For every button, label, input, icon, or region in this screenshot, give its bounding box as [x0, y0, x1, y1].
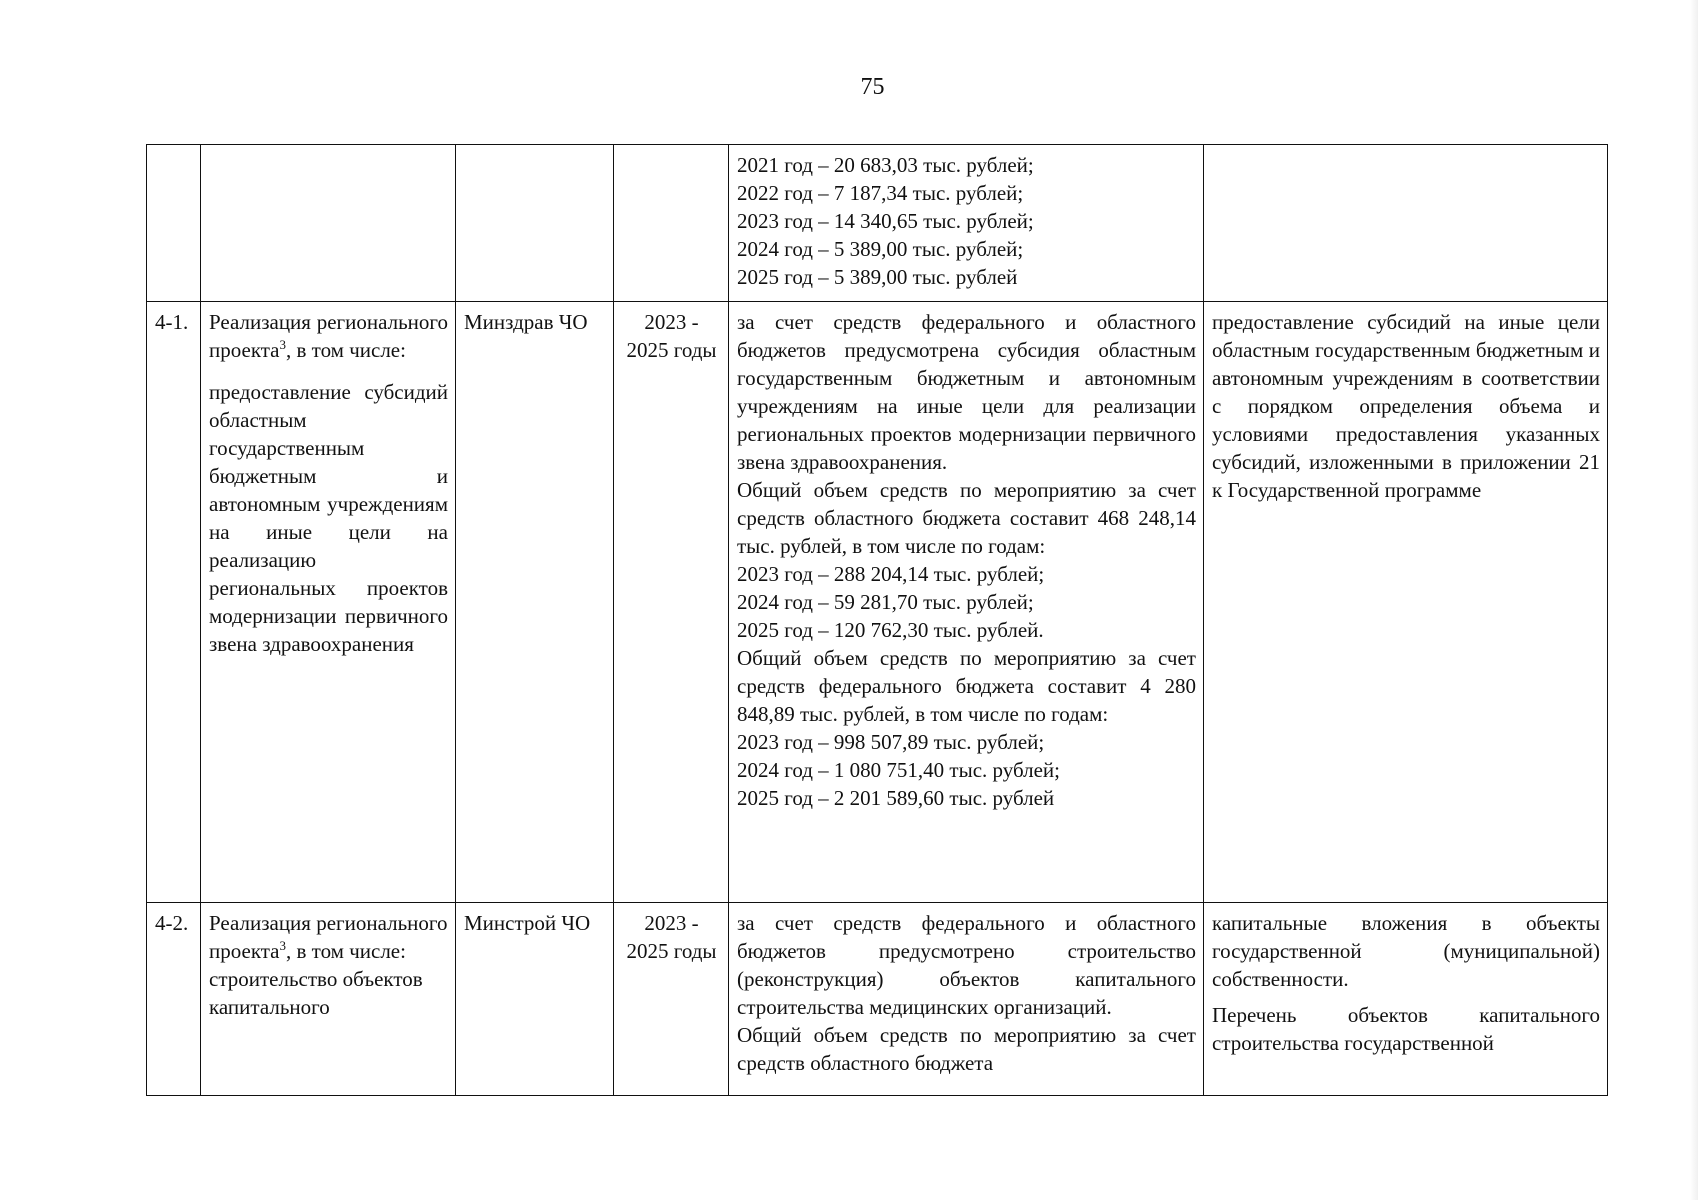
funding-year-line: 2024 год – 5 389,00 тыс. рублей;: [737, 237, 1024, 261]
executor-cell: Минздрав ЧО: [456, 302, 614, 903]
activity-title: [209, 308, 448, 364]
row-number-cell: 4-2.: [147, 903, 201, 1096]
footnote-mark: 3: [279, 337, 286, 352]
funding-cell: [729, 302, 1204, 903]
funding-intro: за счет средств федерального и областного бюджетов предусмотрено строительство (реконструкция) объектов капитального строительства медицинских организаций.: [737, 911, 1196, 1019]
funding-federal-total: Общий объем средств по мероприятию за счет средств федерального бюджета составит 4 280 848,89 тыс. рублей, в том числе по годам:: [737, 646, 1196, 726]
funding-year-line: 2022 год – 7 187,34 тыс. рублей;: [737, 181, 1024, 205]
funding-year-line: 2025 год – 120 762,30 тыс. рублей.: [737, 618, 1044, 642]
activity-name-cell: [201, 903, 456, 1096]
term-cell: [614, 145, 729, 302]
table-row: [147, 903, 1608, 1096]
row-number-cell: 4-1.: [147, 302, 201, 903]
activity-detail: предоставление субсидий областным государственным бюджетным и автономным учреждениям на иные цели на реализацию региональных проектов модернизации первичного звена здравоохранения: [209, 380, 448, 656]
mechanism-cell: [1204, 145, 1608, 302]
mechanism-extra: Перечень объектов капитального строительства государственной: [1212, 1003, 1600, 1055]
funding-year-line: 2025 год – 5 389,00 тыс. рублей: [737, 265, 1018, 289]
funding-year-line: 2023 год – 998 507,89 тыс. рублей;: [737, 730, 1045, 754]
funding-regional-total: Общий объем средств по мероприятию за счет средств областного бюджета составит 468 248,14 тыс. рублей, в том числе по годам:: [737, 478, 1196, 558]
activity-name-cell: [201, 145, 456, 302]
executor-cell: [456, 145, 614, 302]
funding-intro: за счет средств федерального и областного бюджетов предусмотрена субсидия областным государственным бюджетным и автономным учреждениям на иные цели для реализации региональных проектов модернизации первичного звена здравоохранения.: [737, 310, 1196, 474]
funding-year-line: 2024 год – 59 281,70 тыс. рублей;: [737, 590, 1034, 614]
footnote-mark: 3: [279, 938, 286, 953]
mechanism-cell: предоставление субсидий на иные цели областным государственным бюджетным и автономным учреждениям в соответствии с порядком определения объема и условиями предоставления указанных субсидий, изложенными в приложении 21 к Государственной программе: [1204, 302, 1608, 903]
program-activities-table: [146, 144, 1608, 1096]
page-number: 75: [860, 74, 885, 100]
activity-title-main: Реализация регионального проекта: [209, 911, 448, 963]
scan-edge: [1690, 0, 1698, 1200]
funding-cell: [729, 903, 1204, 1096]
activity-title-main: Реализация регионального проекта: [209, 310, 448, 362]
funding-year-line: 2021 год – 20 683,03 тыс. рублей;: [737, 153, 1034, 177]
activity-name-cell: [201, 302, 456, 903]
row-number-cell: [147, 145, 201, 302]
term-cell: 2023 - 2025 годы: [614, 903, 729, 1096]
funding-regional-total: Общий объем средств по мероприятию за счет средств областного бюджета: [737, 1023, 1196, 1075]
activity-title-tail: , в том числе:: [286, 338, 406, 362]
executor-cell: Минстрой ЧО: [456, 903, 614, 1096]
activity-title-tail: , в том числе: строительство объектов капитального: [209, 939, 423, 1019]
funding-year-line: 2023 год – 14 340,65 тыс. рублей;: [737, 209, 1034, 233]
funding-year-line: 2025 год – 2 201 589,60 тыс. рублей: [737, 786, 1055, 810]
term-cell: 2023 - 2025 годы: [614, 302, 729, 903]
mechanism-cell: [1204, 903, 1608, 1096]
table-row: [147, 145, 1608, 302]
table-row: [147, 302, 1608, 903]
funding-year-line: 2023 год – 288 204,14 тыс. рублей;: [737, 562, 1045, 586]
funding-year-line: 2024 год – 1 080 751,40 тыс. рублей;: [737, 758, 1061, 782]
activity-title: [209, 909, 448, 1021]
funding-cell: [729, 145, 1204, 302]
mechanism-text: капитальные вложения в объекты государственной (муниципальной) собственности.: [1212, 911, 1600, 991]
